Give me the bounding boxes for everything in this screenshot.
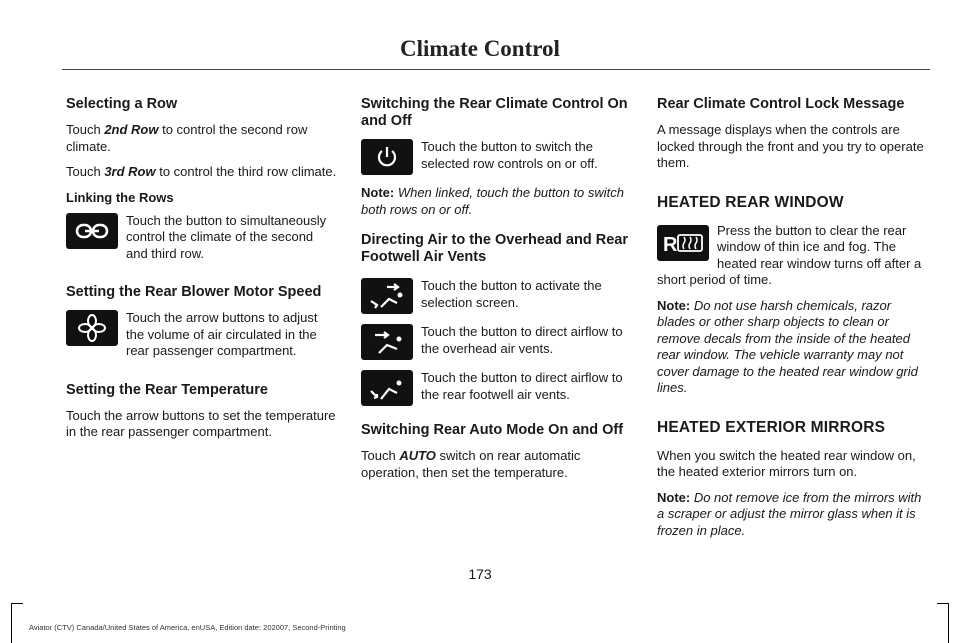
crop-mark [11, 603, 12, 643]
auto-heading: Switching Rear Auto Mode On and Off [361, 422, 624, 438]
auto-label: AUTO [399, 448, 436, 463]
column-1 [66, 96, 338, 450]
footwell-vent-icon [361, 370, 413, 406]
page-header-title: Climate Control [400, 36, 560, 61]
power-figure [361, 139, 633, 175]
linking-figure [66, 213, 338, 263]
header-rule [62, 69, 930, 70]
crop-mark [11, 603, 23, 604]
fan-icon [66, 310, 118, 346]
direct-air-heading: Directing Air to the Overhead and Rear Footwell Air Vents [361, 232, 628, 265]
rear-temp-text: Touch the arrow buttons to set the temperature in the rear passenger compartment. [66, 407, 336, 439]
svg-text:R: R [663, 233, 678, 256]
switch-note [361, 185, 633, 218]
second-row-paragraph [66, 122, 338, 155]
crop-mark [948, 603, 949, 643]
switch-text: Touch the button to switch the selected row controls on or off. [421, 139, 598, 171]
heated-mirrors-heading: HEATED EXTERIOR MIRRORS [657, 418, 886, 436]
hrw-note [657, 298, 929, 397]
mirror-note [657, 490, 929, 540]
note-text: Do not use harsh chemicals, razor blades or other sharp objects to clean or remove decals from the inside of the heated rear window. The vehicle warranty may not cover damage to the heated rear window grid lines. [657, 297, 918, 395]
blower-text: Touch the arrow buttons to adjust the volume of air circulated in the rear passenger compartment. [126, 310, 318, 358]
power-icon [361, 139, 413, 175]
column-3 [657, 96, 929, 548]
linking-text: Touch the button to simultaneously control the climate of the second and third row. [126, 212, 327, 261]
airflow-select-icon [361, 278, 413, 314]
blower-figure [66, 310, 338, 360]
text: to control the second row climate. [66, 122, 308, 154]
second-row-label: 2nd Row [104, 122, 159, 137]
note-text: When linked, touch the button to switch both rows on or off. [361, 185, 625, 217]
overhead-vent-icon [361, 324, 413, 360]
page-number: 173 [468, 566, 492, 582]
column-2 [361, 96, 633, 490]
note-label: Note: [361, 185, 395, 200]
footwell-text: Touch the button to direct airflow to the rear footwell air vents. [421, 370, 623, 402]
switch-heading: Switching the Rear Climate Control On and Off [361, 96, 628, 129]
link-icon [66, 213, 118, 249]
activate-figure [361, 278, 633, 314]
blower-heading: Setting the Rear Blower Motor Speed [66, 284, 322, 300]
lock-heading: Rear Climate Control Lock Message [657, 96, 905, 112]
text: Touch [66, 164, 105, 179]
heated-rear-window-heading: HEATED REAR WINDOW [657, 193, 844, 211]
linking-rows-heading: Linking the Rows [66, 189, 174, 205]
selecting-row-heading: Selecting a Row [66, 96, 178, 112]
note-label: Note: [657, 489, 691, 505]
footer-edition: Aviator (CTV) Canada/United States of America, enUSA, Edition date: 202007, Second-Printing [29, 623, 346, 632]
rear-temp-heading: Setting the Rear Temperature [66, 381, 268, 398]
crop-mark [937, 603, 949, 604]
note-label: Note: [657, 297, 691, 313]
rear-defrost-icon [657, 225, 709, 261]
overhead-text: Touch the button to direct airflow to the overhead air vents. [421, 324, 623, 356]
lock-text: A message displays when the controls are locked through the front and you try to operate them. [657, 122, 924, 170]
mirror-text: When you switch the heated rear window on, the heated exterior mirrors turn on. [657, 447, 916, 479]
text: Touch [66, 122, 105, 137]
note-text: Do not remove ice from the mirrors with a scraper or adjust the mirror glass when it is frozen in place. [657, 489, 922, 538]
text: switch on rear automatic operation, then set the temperature. [361, 448, 581, 480]
activate-text: Touch the button to activate the selection screen. [421, 278, 602, 310]
third-row-label: 3rd Row [104, 164, 156, 179]
auto-text [361, 448, 633, 481]
text: to control the third row climate. [155, 164, 337, 179]
overhead-figure [361, 324, 633, 360]
hrw-figure [657, 223, 929, 289]
third-row-paragraph [66, 164, 338, 181]
text: Touch [361, 448, 400, 463]
footwell-figure [361, 370, 633, 406]
hrw-text: Press the button to clear the rear window of thin ice and fog. The heated rear window turns off after a short period of time. [657, 222, 922, 287]
